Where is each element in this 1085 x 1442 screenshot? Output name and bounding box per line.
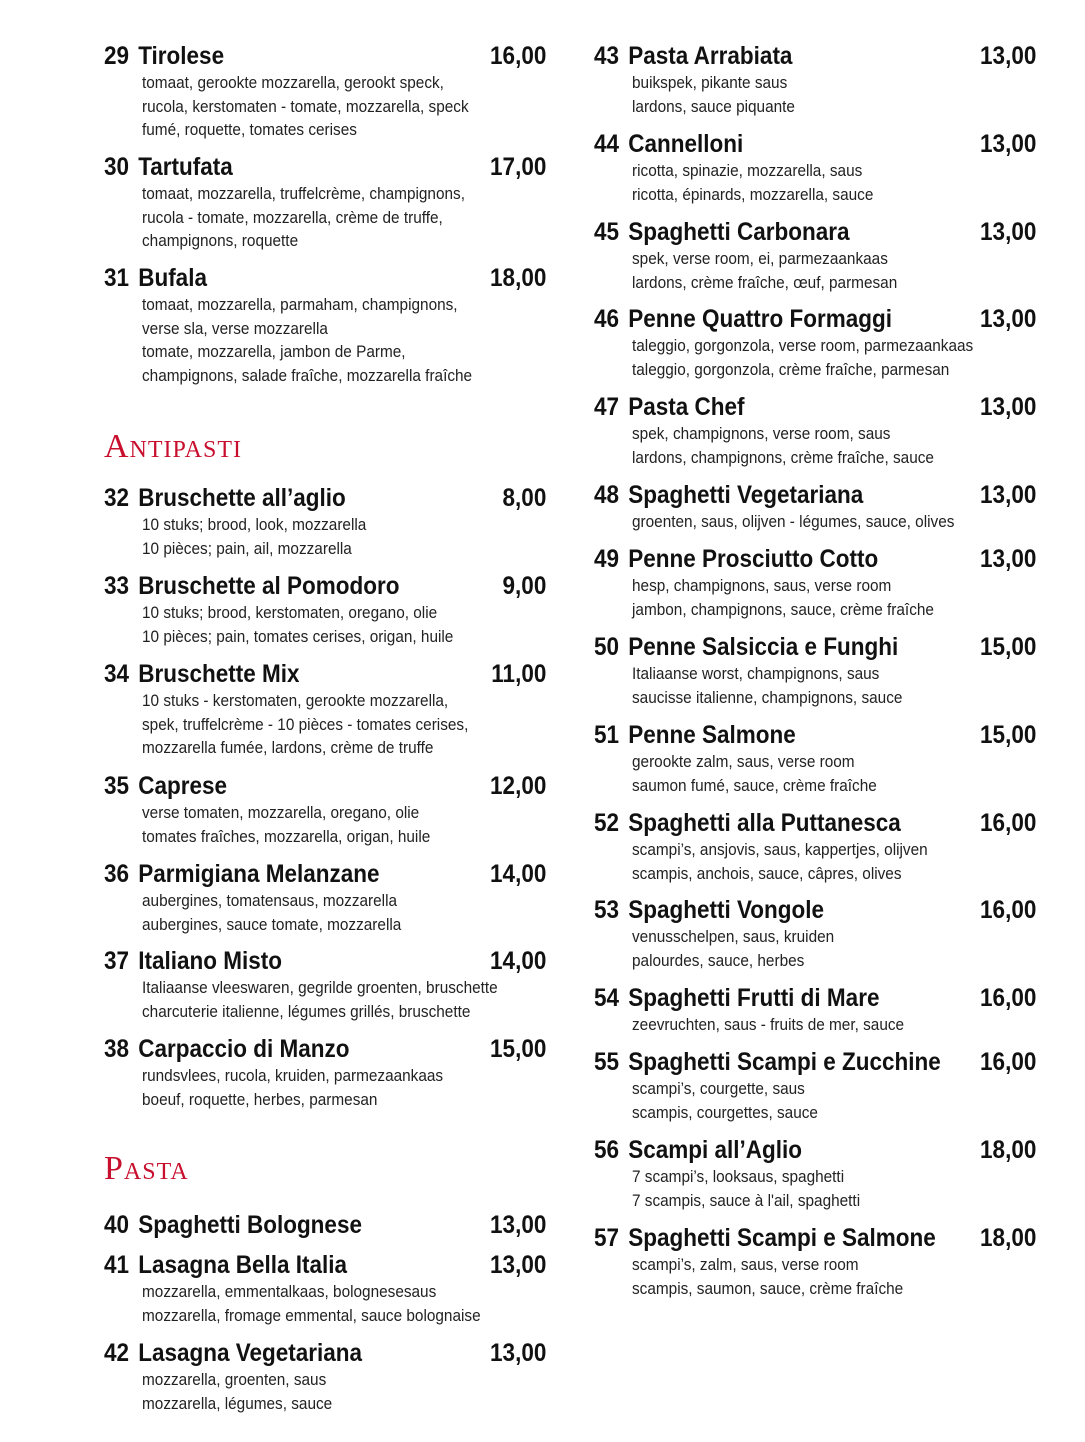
menu-item-header bbox=[104, 572, 546, 602]
item-description: rundsvlees, rucola, kruiden, parmezaankaas boeuf, roquette, herbes, parmesan bbox=[142, 1067, 444, 1109]
item-description: ricotta, spinazie, mozzarella, saus ricotta, épinards, mozzarella, sauce bbox=[632, 162, 874, 204]
menu-item-header bbox=[594, 42, 1036, 72]
item-name: Spaghetti Bolognese bbox=[138, 1211, 362, 1239]
item-price: 11,00 bbox=[491, 660, 547, 688]
menu-item-35 bbox=[104, 772, 546, 849]
item-name: Penne Quattro Formaggi bbox=[628, 305, 892, 333]
menu-item-header bbox=[594, 393, 1036, 423]
item-price: 13,00 bbox=[980, 218, 1037, 246]
menu-item-43 bbox=[594, 42, 1036, 119]
menu-item-header bbox=[594, 984, 1036, 1014]
item-number: 47 bbox=[594, 393, 620, 421]
item-description: mozzarella, groenten, saus mozzarella, légumes, sauce bbox=[142, 1371, 333, 1413]
item-name: Bufala bbox=[138, 264, 207, 292]
item-description: tomaat, mozzarella, parmaham, champignons, verse sla, verse mozzarella tomate, mozzarella, jambon de Parme, champignons, salade fraîche, mozzarella fraîche bbox=[142, 296, 473, 385]
item-description: hesp, champignons, saus, verse room jambon, champignons, sauce, crème fraîche bbox=[632, 577, 934, 619]
item-price: 13,00 bbox=[490, 1211, 547, 1239]
menu-item-50 bbox=[594, 633, 1036, 710]
menu-item-44 bbox=[594, 130, 1036, 207]
section-title-antipasti: Antipasti bbox=[104, 428, 243, 465]
item-number: 50 bbox=[594, 633, 620, 661]
item-description: scampi’s, courgette, saus scampis, courgettes, sauce bbox=[632, 1080, 818, 1122]
item-number: 46 bbox=[594, 305, 620, 333]
item-description: 10 stuks; brood, kerstomaten, oregano, olie 10 pièces; pain, tomates cerises, origan, huile bbox=[142, 604, 454, 646]
item-description: Italiaanse worst, champignons, saus saucisse italienne, champignons, sauce bbox=[632, 665, 903, 707]
menu-item-57 bbox=[594, 1224, 1036, 1301]
item-description: venusschelpen, saus, kruiden palourdes, sauce, herbes bbox=[632, 928, 835, 970]
menu-item-48 bbox=[594, 481, 1036, 535]
item-number: 51 bbox=[594, 721, 620, 749]
item-number: 37 bbox=[104, 947, 130, 975]
menu-item-34 bbox=[104, 660, 546, 761]
menu-item-46 bbox=[594, 305, 1036, 382]
item-description: 7 scampi’s, looksaus, spaghetti 7 scampis, sauce à l'ail, spaghetti bbox=[632, 1168, 861, 1210]
item-price: 13,00 bbox=[490, 1251, 547, 1279]
menu-item-51 bbox=[594, 721, 1036, 798]
item-name: Cannelloni bbox=[628, 130, 744, 158]
item-description: taleggio, gorgonzola, verse room, parmezaankaas taleggio, gorgonzola, crème fraîche, parmesan bbox=[632, 337, 974, 379]
item-price: 17,00 bbox=[490, 153, 547, 181]
item-name: Caprese bbox=[138, 772, 228, 800]
menu-item-header bbox=[594, 1224, 1036, 1254]
item-description: spek, champignons, verse room, saus lardons, champignons, crème fraîche, sauce bbox=[632, 425, 934, 467]
menu-item-53 bbox=[594, 896, 1036, 973]
menu-item-29 bbox=[104, 42, 546, 143]
item-price: 16,00 bbox=[980, 1048, 1037, 1076]
item-number: 44 bbox=[594, 130, 620, 158]
item-description: mozzarella, emmentalkaas, bolognesesaus mozzarella, fromage emmental, sauce bolognaise bbox=[142, 1283, 481, 1325]
menu-item-header bbox=[104, 947, 546, 977]
item-price: 13,00 bbox=[490, 1339, 547, 1367]
item-price: 18,00 bbox=[980, 1136, 1037, 1164]
menu-item-header bbox=[104, 484, 546, 514]
item-description: aubergines, tomatensaus, mozzarella aubergines, sauce tomate, mozzarella bbox=[142, 892, 402, 934]
item-price: 13,00 bbox=[980, 393, 1037, 421]
menu-item-38 bbox=[104, 1035, 546, 1112]
item-number: 48 bbox=[594, 481, 620, 509]
item-name: Carpaccio di Manzo bbox=[138, 1035, 350, 1063]
menu-item-header bbox=[104, 1251, 546, 1281]
menu-item-header bbox=[594, 633, 1036, 663]
item-name: Spaghetti Frutti di Mare bbox=[628, 984, 880, 1012]
menu-item-55 bbox=[594, 1048, 1036, 1125]
item-name: Lasagna Vegetariana bbox=[138, 1339, 363, 1367]
menu-item-header bbox=[594, 305, 1036, 335]
item-price: 16,00 bbox=[490, 42, 547, 70]
item-price: 14,00 bbox=[490, 860, 547, 888]
item-number: 38 bbox=[104, 1035, 130, 1063]
item-number: 31 bbox=[104, 264, 130, 292]
item-name: Spaghetti alla Puttanesca bbox=[628, 809, 901, 837]
item-number: 40 bbox=[104, 1211, 130, 1239]
item-name: Bruschette Mix bbox=[138, 660, 300, 688]
item-name: Spaghetti Carbonara bbox=[628, 218, 850, 246]
item-number: 36 bbox=[104, 860, 130, 888]
menu-item-52 bbox=[594, 809, 1036, 886]
item-name: Pasta Arrabiata bbox=[628, 42, 793, 70]
item-price: 14,00 bbox=[490, 947, 547, 975]
menu-item-54 bbox=[594, 984, 1036, 1038]
item-price: 18,00 bbox=[490, 264, 547, 292]
item-name: Tartufata bbox=[138, 153, 233, 181]
menu-item-header bbox=[104, 42, 546, 72]
item-price: 15,00 bbox=[980, 721, 1037, 749]
item-price: 12,00 bbox=[490, 772, 547, 800]
item-number: 42 bbox=[104, 1339, 130, 1367]
item-name: Spaghetti Scampi e Salmone bbox=[628, 1224, 936, 1252]
menu-item-header bbox=[104, 660, 546, 690]
item-number: 55 bbox=[594, 1048, 620, 1076]
menu-item-header bbox=[104, 1339, 546, 1369]
menu-item-36 bbox=[104, 860, 546, 937]
item-name: Penne Prosciutto Cotto bbox=[628, 545, 879, 573]
item-number: 33 bbox=[104, 572, 130, 600]
item-number: 35 bbox=[104, 772, 130, 800]
item-name: Spaghetti Vegetariana bbox=[628, 481, 864, 509]
menu-item-header bbox=[104, 264, 546, 294]
item-price: 13,00 bbox=[980, 481, 1037, 509]
menu-item-42 bbox=[104, 1339, 546, 1416]
item-name: Lasagna Bella Italia bbox=[138, 1251, 348, 1279]
item-number: 56 bbox=[594, 1136, 620, 1164]
menu-item-header bbox=[594, 1136, 1036, 1166]
item-description: scampi’s, ansjovis, saus, kappertjes, olijven scampis, anchois, sauce, câpres, olives bbox=[632, 841, 928, 883]
item-number: 43 bbox=[594, 42, 620, 70]
menu-item-header bbox=[594, 1048, 1036, 1078]
item-price: 15,00 bbox=[490, 1035, 547, 1063]
menu-item-header bbox=[594, 481, 1036, 511]
menu-item-header bbox=[104, 1211, 546, 1241]
section-title-pasta: Pasta bbox=[104, 1150, 189, 1187]
item-number: 32 bbox=[104, 484, 130, 512]
item-number: 34 bbox=[104, 660, 130, 688]
item-price: 16,00 bbox=[980, 896, 1037, 924]
item-number: 45 bbox=[594, 218, 620, 246]
item-description: tomaat, mozzarella, truffelcrème, champignons, rucola - tomate, mozzarella, crème de truffe, champignons, roquette bbox=[142, 185, 465, 250]
menu-item-header bbox=[104, 1035, 546, 1065]
menu-item-56 bbox=[594, 1136, 1036, 1213]
menu-item-41 bbox=[104, 1251, 546, 1328]
item-description: tomaat, gerookte mozzarella, gerookt speck, rucola, kerstomaten - tomate, mozzarella, speck fumé, roquette, tomates cerises bbox=[142, 74, 469, 139]
item-name: Pasta Chef bbox=[628, 393, 745, 421]
item-number: 49 bbox=[594, 545, 620, 573]
item-number: 53 bbox=[594, 896, 620, 924]
menu-item-header bbox=[594, 721, 1036, 751]
menu-item-47 bbox=[594, 393, 1036, 470]
item-name: Italiano Misto bbox=[138, 947, 282, 975]
item-name: Spaghetti Scampi e Zucchine bbox=[628, 1048, 941, 1076]
menu-item-31 bbox=[104, 264, 546, 388]
item-description: verse tomaten, mozzarella, oregano, olie tomates fraîches, mozzarella, origan, huile bbox=[142, 804, 431, 846]
item-description: scampi’s, zalm, saus, verse room scampis, saumon, sauce, crème fraîche bbox=[632, 1256, 904, 1298]
item-name: Tirolese bbox=[138, 42, 225, 70]
item-price: 8,00 bbox=[502, 484, 547, 512]
menu-item-49 bbox=[594, 545, 1036, 622]
item-name: Bruschette al Pomodoro bbox=[138, 572, 400, 600]
item-price: 13,00 bbox=[980, 42, 1037, 70]
item-price: 13,00 bbox=[980, 545, 1037, 573]
menu-item-header bbox=[104, 153, 546, 183]
menu-item-header bbox=[594, 809, 1036, 839]
menu-item-30 bbox=[104, 153, 546, 254]
item-description: groenten, saus, olijven - légumes, sauce, olives bbox=[632, 513, 955, 531]
item-price: 13,00 bbox=[980, 130, 1037, 158]
menu-item-header bbox=[594, 130, 1036, 160]
item-description: buikspek, pikante saus lardons, sauce piquante bbox=[632, 74, 795, 116]
menu-item-33 bbox=[104, 572, 546, 649]
menu-item-37 bbox=[104, 947, 546, 1024]
item-name: Spaghetti Vongole bbox=[628, 896, 825, 924]
item-name: Parmigiana Melanzane bbox=[138, 860, 380, 888]
item-description: gerookte zalm, saus, verse room saumon fumé, sauce, crème fraîche bbox=[632, 753, 877, 795]
item-number: 52 bbox=[594, 809, 620, 837]
item-price: 15,00 bbox=[980, 633, 1037, 661]
item-description: spek, verse room, ei, parmezaankaas lardons, crème fraîche, œuf, parmesan bbox=[632, 250, 898, 292]
menu-item-header bbox=[594, 545, 1036, 575]
item-price: 9,00 bbox=[502, 572, 547, 600]
menu-item-header bbox=[594, 896, 1036, 926]
item-description: 10 stuks; brood, look, mozzarella 10 pièces; pain, ail, mozzarella bbox=[142, 516, 367, 558]
menu-item-header bbox=[104, 772, 546, 802]
item-number: 41 bbox=[104, 1251, 130, 1279]
item-number: 57 bbox=[594, 1224, 620, 1252]
item-description: 10 stuks - kerstomaten, gerookte mozzarella, spek, truffelcrème - 10 pièces - tomates cerises, mozzarella fumée, lardons, crème de truffe bbox=[142, 692, 469, 757]
item-number: 29 bbox=[104, 42, 130, 70]
item-number: 30 bbox=[104, 153, 130, 181]
item-price: 13,00 bbox=[980, 305, 1037, 333]
item-name: Penne Salsiccia e Funghi bbox=[628, 633, 899, 661]
item-name: Bruschette all’aglio bbox=[138, 484, 346, 512]
menu-item-45 bbox=[594, 218, 1036, 295]
item-description: zeevruchten, saus - fruits de mer, sauce bbox=[632, 1016, 905, 1034]
item-price: 18,00 bbox=[980, 1224, 1037, 1252]
item-price: 16,00 bbox=[980, 809, 1037, 837]
menu-item-32 bbox=[104, 484, 546, 561]
item-description: Italiaanse vleeswaren, gegrilde groenten, bruschette charcuterie italienne, légumes grillés, bruschette bbox=[142, 979, 498, 1021]
item-name: Penne Salmone bbox=[628, 721, 796, 749]
item-price: 16,00 bbox=[980, 984, 1037, 1012]
menu-item-header bbox=[104, 860, 546, 890]
menu-item-header bbox=[594, 218, 1036, 248]
menu-item-40 bbox=[104, 1211, 546, 1241]
item-number: 54 bbox=[594, 984, 620, 1012]
item-name: Scampi all’Aglio bbox=[628, 1136, 802, 1164]
